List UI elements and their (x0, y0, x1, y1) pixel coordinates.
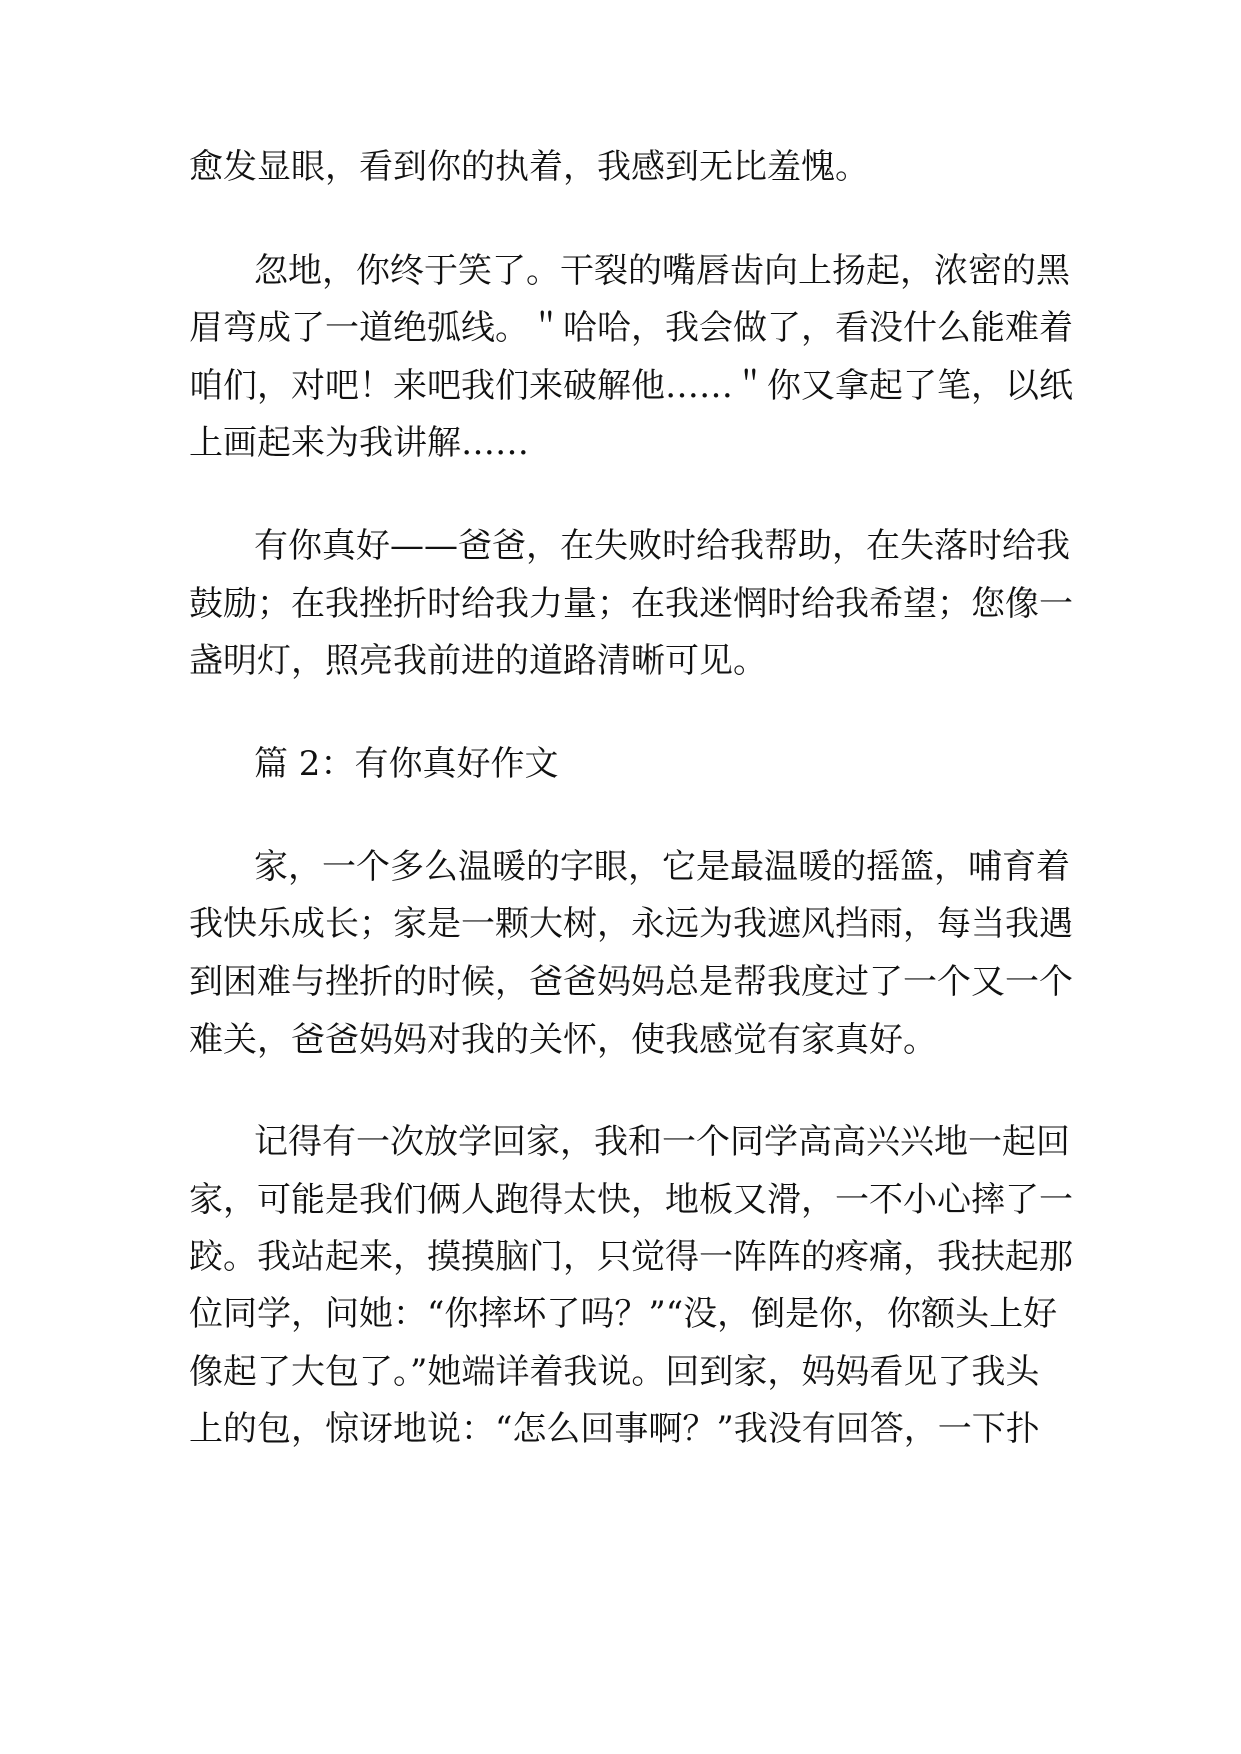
text-line: 鼓励；在我挫折时给我力量；在我迷惘时给我希望；您像一 (189, 584, 1073, 624)
text-line: 家，一个多么温暖的字眼，它是最温暖的摇篮，哺育着 (254, 847, 1070, 887)
text-line: 有你真好——爸爸，在失败时给我帮助，在失落时给我 (254, 526, 1070, 566)
text-line: 愈发显眼，看到你的执着，我感到无比羞愧。 (189, 147, 869, 187)
text-line: 位同学，问她：“你摔坏了吗？”“没，倒是你，你额头上好 (189, 1294, 1058, 1334)
text-line: 上的包，惊讶地说：“怎么回事啊？”我没有回答，一下扑 (189, 1409, 1040, 1449)
text-line: 像起了大包了。”她端详着我说。回到家，妈妈看见了我头 (189, 1352, 1040, 1392)
text-line: 难关，爸爸妈妈对我的关怀，使我感觉有家真好。 (189, 1020, 937, 1060)
text-line: 忽地，你终于笑了。干裂的嘴唇齿向上扬起，浓密的黑 (254, 251, 1070, 291)
text-line: 记得有一次放学回家，我和一个同学高高兴兴地一起回 (254, 1122, 1070, 1162)
text-line: 上画起来为我讲解…… (189, 423, 529, 463)
text-line: 跤。我站起来，摸摸脑门，只觉得一阵阵的疼痛，我扶起那 (189, 1237, 1073, 1277)
text-line: 到困难与挫折的时候，爸爸妈妈总是帮我度过了一个又一个 (189, 962, 1073, 1002)
text-line: 我快乐成长；家是一颗大树，永远为我遮风挡雨，每当我遇 (189, 904, 1073, 944)
text-line: 家，可能是我们俩人跑得太快，地板又滑，一不小心摔了一 (189, 1180, 1073, 1220)
text-line: 咱们，对吧！来吧我们来破解他……＂你又拿起了笔，以纸 (189, 366, 1073, 406)
text-line: 盏明灯，照亮我前进的道路清晰可见。 (189, 641, 767, 681)
text-line: 眉弯成了一道绝弧线。＂哈哈，我会做了，看没什么能难着 (189, 308, 1073, 348)
section-heading: 篇 2：有你真好作文 (254, 744, 559, 784)
